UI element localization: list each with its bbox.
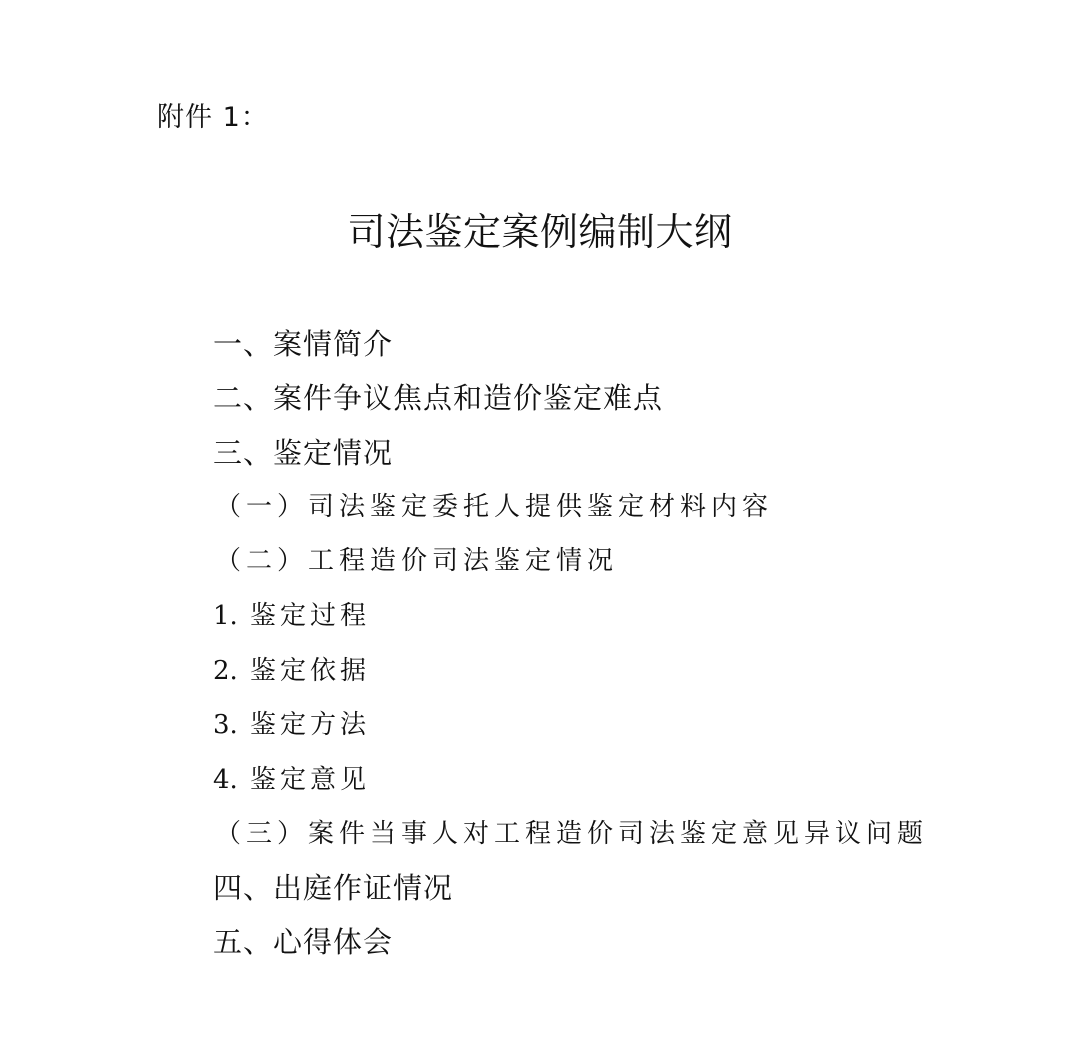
outline-item-3 xyxy=(213,705,370,745)
outline-section-3-sub-3: （三）案件当事人对工程造价司法鉴定意见异议问题 xyxy=(215,819,929,849)
attachment-label: 附件 1： xyxy=(157,102,269,133)
outline-section-3: 三、鉴定情况 xyxy=(213,436,394,470)
outline-section-5: 五、心得体会 xyxy=(213,925,394,959)
outline-item-number: 2. xyxy=(213,656,238,686)
outline-item-1 xyxy=(213,596,370,636)
outline-section-1: 一、案情简介 xyxy=(213,327,394,361)
outline-item-text: 鉴定意见 xyxy=(250,765,371,795)
document-title: 司法鉴定案例编制大纲 xyxy=(347,210,733,254)
outline-item-number: 3. xyxy=(213,710,238,740)
outline-section-4: 四、出庭作证情况 xyxy=(213,871,454,905)
outline-section-2: 二、案件争议焦点和造价鉴定难点 xyxy=(213,381,664,415)
outline-item-text: 鉴定方法 xyxy=(250,710,371,740)
outline-section-3-sub-2: （二）工程造价司法鉴定情况 xyxy=(215,546,619,576)
outline-item-4 xyxy=(213,760,370,800)
outline-section-3-sub-1: （一）司法鉴定委托人提供鉴定材料内容 xyxy=(215,492,774,522)
outline-item-text: 鉴定依据 xyxy=(250,656,371,686)
outline-item-text: 鉴定过程 xyxy=(250,601,371,631)
outline-item-2 xyxy=(213,651,370,691)
outline-item-number: 1. xyxy=(213,601,238,631)
outline-item-number: 4. xyxy=(213,765,238,795)
